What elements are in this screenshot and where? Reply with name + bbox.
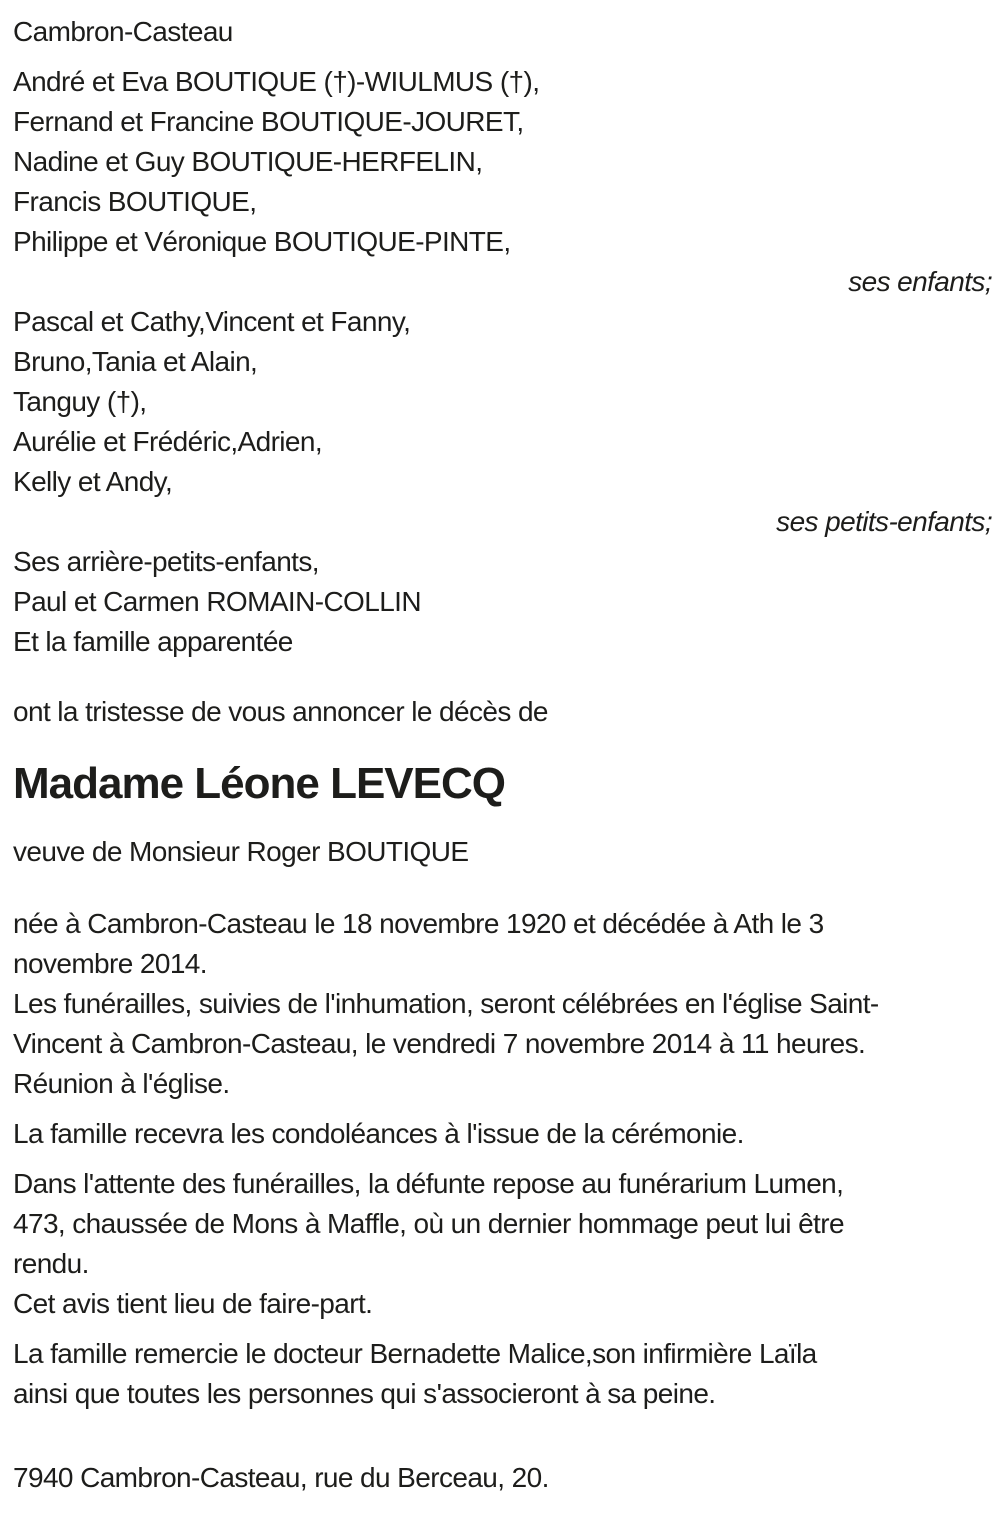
deceased-name-title: Madame Léone LEVECQ [13,759,506,808]
spacer [13,662,992,692]
family-name-line: Nadine et Guy BOUTIQUE-HERFELIN, [13,146,483,177]
spacer [13,882,992,904]
family-name-line: Pascal et Cathy,Vincent et Fanny, [13,306,411,337]
condolences-line: La famille recevra les condoléances à l'issue de la cérémonie. [13,1118,744,1149]
grandchildren-names-block [13,302,992,502]
thanks-paragraph [13,1334,992,1414]
paragraph-line: née à Cambron-Casteau le 18 novembre 1920 et décédée à Ath le 3 [13,908,824,939]
family-name-line: Paul et Carmen ROMAIN-COLLIN [13,586,421,617]
family-name-line: Et la famille apparentée [13,626,293,657]
address-line: 7940 Cambron-Casteau, rue du Berceau, 20. [13,1462,549,1493]
paragraph-line: rendu. [13,1248,89,1279]
family-name-line: Fernand et Francine BOUTIQUE-JOURET, [13,106,524,137]
meeting-line: Réunion à l'église. [13,1068,230,1099]
family-name-line: André et Eva BOUTIQUE (†)-WIULMUS (†), [13,66,540,97]
notice-line: Cet avis tient lieu de faire-part. [13,1288,373,1319]
birth-death-paragraph [13,904,992,984]
paragraph-line: Vincent à Cambron-Casteau, le vendredi 7 novembre 2014 à 11 heures. [13,1028,866,1059]
location-line: Cambron-Casteau [13,16,233,47]
paragraph-line: 473, chaussée de Mons à Maffle, où un dernier hommage peut lui être [13,1208,844,1239]
repose-paragraph [13,1164,992,1284]
family-name-line: Philippe et Véronique BOUTIQUE-PINTE, [13,226,511,257]
paragraph-line: Dans l'attente des funérailles, la défunte repose au funérarium Lumen, [13,1168,844,1199]
widow-line: veuve de Monsieur Roger BOUTIQUE [13,836,469,867]
family-name-line: Aurélie et Frédéric,Adrien, [13,426,323,457]
family-name-line: Ses arrière-petits-enfants, [13,546,319,577]
paragraph-line: novembre 2014. [13,948,207,979]
family-name-line: Bruno,Tania et Alain, [13,346,258,377]
children-caption: ses enfants; [848,266,992,297]
extended-family-block [13,542,992,662]
family-name-line: Francis BOUTIQUE, [13,186,257,217]
paragraph-line: Les funérailles, suivies de l'inhumation, seront célébrées en l'église Saint- [13,988,879,1019]
children-names-block [13,62,992,262]
paragraph-line: ainsi que toutes les personnes qui s'associeront à sa peine. [13,1378,716,1409]
family-name-line: Kelly et Andy, [13,466,173,497]
funeral-paragraph [13,984,992,1064]
grandchildren-caption: ses petits-enfants; [776,506,992,537]
family-name-line: Tanguy (†), [13,386,147,417]
paragraph-line: La famille remercie le docteur Bernadette Malice,son infirmière Laïla [13,1338,817,1369]
announcement-line: ont la tristesse de vous annoncer le décès de [13,696,548,727]
